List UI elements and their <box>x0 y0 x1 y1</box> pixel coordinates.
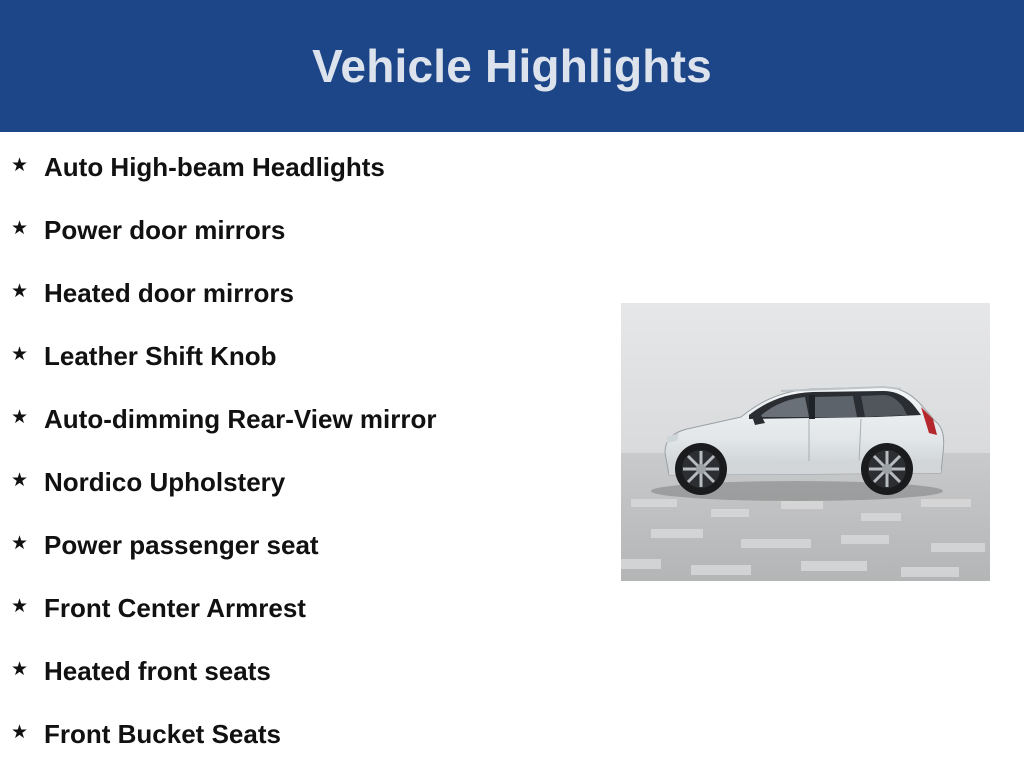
feature-item <box>0 587 600 627</box>
feature-label: Auto High-beam Headlights <box>44 152 385 182</box>
feature-label: Heated front seats <box>44 656 271 686</box>
star-icon: ★ <box>11 532 29 554</box>
feature-item <box>0 335 600 375</box>
star-icon: ★ <box>11 658 29 680</box>
star-icon: ★ <box>11 469 29 491</box>
vehicle-photo <box>621 303 990 581</box>
star-icon: ★ <box>11 406 29 428</box>
feature-label: Power door mirrors <box>44 215 286 245</box>
feature-label: Power passenger seat <box>44 530 319 560</box>
page-title: Vehicle Highlights <box>312 40 712 92</box>
star-icon: ★ <box>11 154 29 176</box>
star-icon: ★ <box>11 280 29 302</box>
feature-label: Front Bucket Seats <box>44 719 281 749</box>
star-icon: ★ <box>11 217 29 239</box>
wheel <box>861 443 913 495</box>
feature-item <box>0 146 600 186</box>
feature-label: Leather Shift Knob <box>44 341 277 371</box>
star-icon: ★ <box>11 595 29 617</box>
feature-item <box>0 461 600 501</box>
feature-item <box>0 209 600 249</box>
feature-label: Heated door mirrors <box>44 278 294 308</box>
feature-label: Front Center Armrest <box>44 593 306 623</box>
feature-label: Auto-dimming Rear-View mirror <box>44 404 437 434</box>
feature-item <box>0 650 600 690</box>
white-suv-side-view-icon <box>621 303 990 581</box>
feature-item <box>0 398 600 438</box>
star-icon: ★ <box>11 343 29 365</box>
header-banner <box>0 0 1024 132</box>
feature-label: Nordico Upholstery <box>44 467 286 497</box>
star-icon: ★ <box>11 721 29 743</box>
feature-item <box>0 524 600 564</box>
feature-item <box>0 713 600 753</box>
wheel <box>675 443 727 495</box>
feature-item <box>0 272 600 312</box>
